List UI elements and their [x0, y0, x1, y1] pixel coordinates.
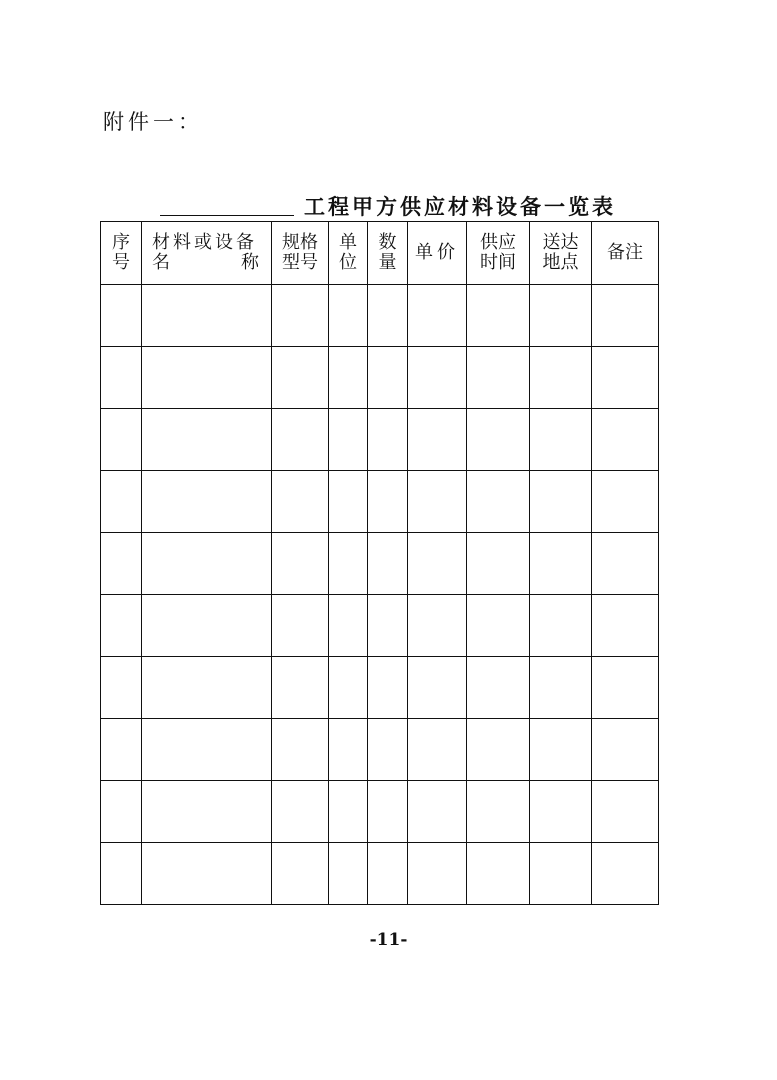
table-cell-supply_time — [467, 843, 530, 905]
table-cell-price — [408, 347, 467, 409]
table-cell-qty — [368, 347, 408, 409]
table-cell-supply_time — [467, 409, 530, 471]
table-row — [101, 843, 659, 905]
table-cell-delivery — [530, 471, 592, 533]
table-cell-qty — [368, 843, 408, 905]
table-cell-price — [408, 781, 467, 843]
table-cell-name — [142, 533, 272, 595]
table-cell-unit — [329, 347, 368, 409]
table-cell-seq — [101, 843, 142, 905]
table-row — [101, 285, 659, 347]
table-cell-unit — [329, 781, 368, 843]
table-cell-remarks — [592, 347, 659, 409]
table-cell-spec — [272, 843, 329, 905]
header-unit: 单 位 — [329, 222, 368, 285]
table-row — [101, 347, 659, 409]
table-cell-supply_time — [467, 781, 530, 843]
table-cell-seq — [101, 595, 142, 657]
table-cell-seq — [101, 471, 142, 533]
table-cell-spec — [272, 781, 329, 843]
table-cell-remarks — [592, 657, 659, 719]
table-cell-name — [142, 781, 272, 843]
table-cell-delivery — [530, 409, 592, 471]
table-cell-delivery — [530, 843, 592, 905]
table-cell-qty — [368, 533, 408, 595]
header-supply-time: 供应 时间 — [467, 222, 530, 285]
table-cell-remarks — [592, 285, 659, 347]
table-cell-spec — [272, 285, 329, 347]
table-cell-delivery — [530, 719, 592, 781]
table-cell-unit — [329, 285, 368, 347]
table-cell-name — [142, 843, 272, 905]
table-cell-supply_time — [467, 347, 530, 409]
attachment-label: 附件一： — [103, 110, 203, 134]
table-cell-price — [408, 471, 467, 533]
table-cell-unit — [329, 595, 368, 657]
table-cell-price — [408, 285, 467, 347]
table-cell-supply_time — [467, 657, 530, 719]
table-cell-unit — [329, 409, 368, 471]
table-body — [101, 285, 659, 905]
table-cell-unit — [329, 471, 368, 533]
table-cell-seq — [101, 533, 142, 595]
table-title — [160, 188, 660, 222]
table-cell-price — [408, 843, 467, 905]
table-cell-qty — [368, 471, 408, 533]
table-row — [101, 533, 659, 595]
table-cell-remarks — [592, 595, 659, 657]
table-cell-remarks — [592, 471, 659, 533]
table-cell-seq — [101, 719, 142, 781]
table-cell-qty — [368, 285, 408, 347]
page-number: -11- — [369, 930, 408, 950]
table-cell-spec — [272, 471, 329, 533]
header-quantity: 数 量 — [368, 222, 408, 285]
table-cell-spec — [272, 657, 329, 719]
table-cell-supply_time — [467, 533, 530, 595]
table-cell-supply_time — [467, 285, 530, 347]
table-cell-remarks — [592, 533, 659, 595]
title-text: 工程甲方供应材料设备一览表 — [304, 195, 616, 219]
header-row — [101, 222, 659, 285]
table-cell-qty — [368, 719, 408, 781]
table-cell-unit — [329, 533, 368, 595]
table-cell-seq — [101, 781, 142, 843]
table-row — [101, 719, 659, 781]
table-cell-name — [142, 719, 272, 781]
header-seq: 序 号 — [101, 222, 142, 285]
table-cell-delivery — [530, 533, 592, 595]
table-cell-qty — [368, 595, 408, 657]
table-cell-unit — [329, 719, 368, 781]
table-cell-price — [408, 533, 467, 595]
materials-table — [100, 221, 659, 905]
table-cell-seq — [101, 657, 142, 719]
header-remarks: 备注 — [592, 222, 659, 285]
table-cell-seq — [101, 285, 142, 347]
table-cell-spec — [272, 719, 329, 781]
table-cell-unit — [329, 843, 368, 905]
header-material-name: 材料或设备 名 称 — [142, 222, 272, 285]
header-spec: 规格 型号 — [272, 222, 329, 285]
table-cell-qty — [368, 657, 408, 719]
table-cell-remarks — [592, 719, 659, 781]
table-cell-name — [142, 657, 272, 719]
table-cell-supply_time — [467, 471, 530, 533]
table-cell-name — [142, 347, 272, 409]
table-cell-supply_time — [467, 719, 530, 781]
table-row — [101, 409, 659, 471]
table-cell-remarks — [592, 409, 659, 471]
table-cell-price — [408, 595, 467, 657]
table-cell-name — [142, 409, 272, 471]
table-cell-spec — [272, 409, 329, 471]
table-row — [101, 595, 659, 657]
table-cell-spec — [272, 595, 329, 657]
title-blank-line — [160, 189, 294, 216]
table-row — [101, 657, 659, 719]
table-cell-price — [408, 719, 467, 781]
table-cell-delivery — [530, 595, 592, 657]
table-cell-delivery — [530, 657, 592, 719]
table-row — [101, 781, 659, 843]
table-cell-seq — [101, 347, 142, 409]
table-cell-spec — [272, 533, 329, 595]
table-row — [101, 471, 659, 533]
table-cell-remarks — [592, 843, 659, 905]
table-cell-name — [142, 285, 272, 347]
table-cell-price — [408, 657, 467, 719]
table-cell-price — [408, 409, 467, 471]
header-delivery-place: 送达 地点 — [530, 222, 592, 285]
table-cell-seq — [101, 409, 142, 471]
table-cell-delivery — [530, 347, 592, 409]
table-cell-qty — [368, 781, 408, 843]
table-cell-delivery — [530, 285, 592, 347]
table-cell-delivery — [530, 781, 592, 843]
table-cell-unit — [329, 657, 368, 719]
header-unit-price: 单价 — [408, 222, 467, 285]
table-cell-name — [142, 595, 272, 657]
table-cell-spec — [272, 347, 329, 409]
table-cell-remarks — [592, 781, 659, 843]
table-cell-supply_time — [467, 595, 530, 657]
table-cell-name — [142, 471, 272, 533]
table-cell-qty — [368, 409, 408, 471]
